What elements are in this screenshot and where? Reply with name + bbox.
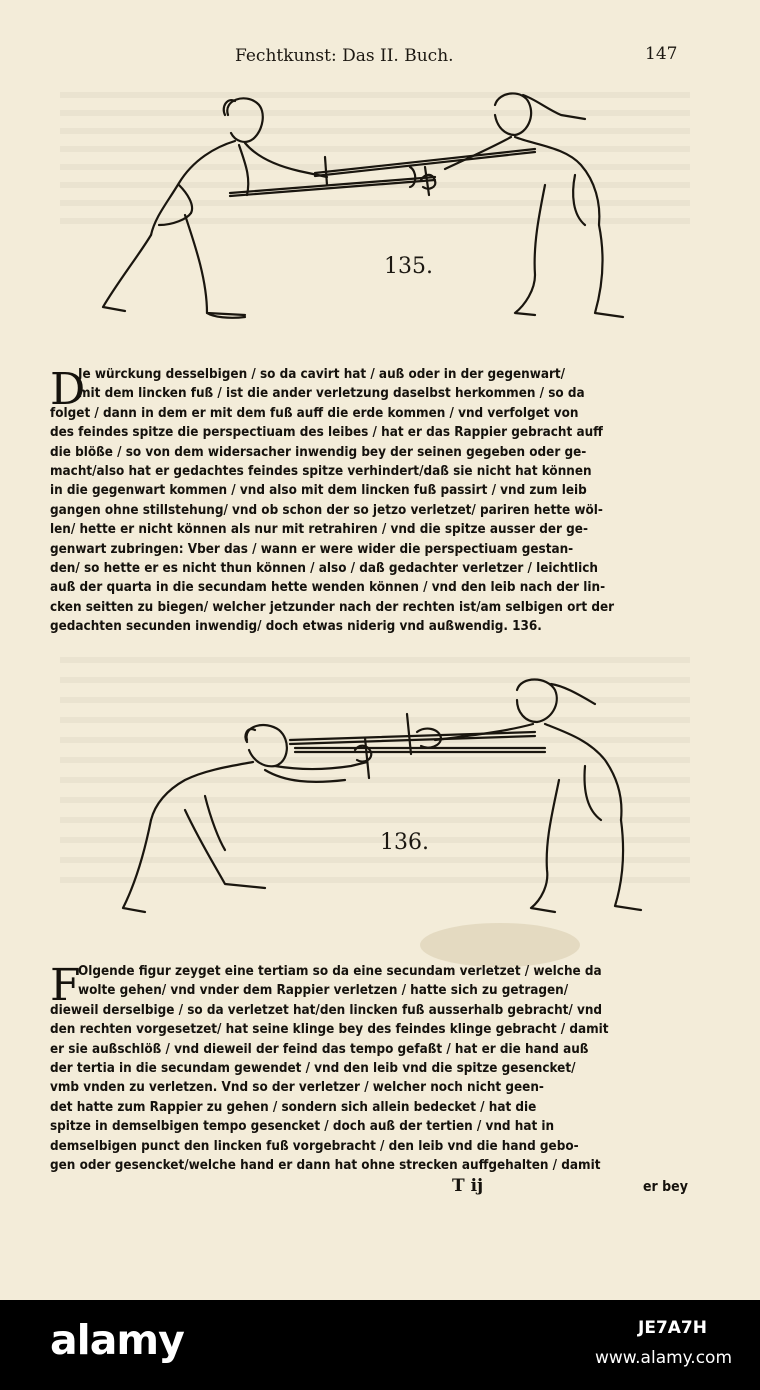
text-line: gen oder gesencket/welche hand er dann hat ohne strecken auffgehalten / damit: [50, 1157, 601, 1173]
text-line: demselbigen punct den lincken fuß vorgebracht / den leib vnd die hand gebo-: [50, 1138, 579, 1154]
image-id: JE7A7H: [638, 1318, 707, 1338]
text-line: der tertia in die secundam gewendet / vnd den leib vnd die spitze gesencket/: [50, 1060, 576, 1076]
text-line: er sie außschlöß / vnd dieweil der feind das tempo gefaßt / hat er die hand auß: [50, 1041, 589, 1057]
running-header: Fechtkunst: Das II. Buch.: [235, 46, 454, 66]
text-line: den rechten vorgesetzet/ hat seine klinge bey des feindes klinge gebracht / damit: [50, 1022, 609, 1038]
right-fencer-illustration: [445, 93, 623, 317]
catchword: er bey: [643, 1179, 688, 1195]
text-line: gangen ohne stillstehung/ vnd ob schon der so jetzo verletzet/ pariren hette wöl-: [50, 502, 603, 518]
text-line: in die gegenwart kommen / vnd also mit dem lincken fuß passirt / vnd zum leib: [50, 483, 587, 499]
text-line: len/ hette er nicht können als nur mit retrahiren / vnd die spitze ausser der ge-: [50, 522, 588, 538]
crossed-rapiers: [230, 149, 535, 196]
text-line: wolte gehen/ vnd vnder dem Rappier verletzen / hatte sich zu getragen/: [78, 983, 569, 999]
figure-number-136: 136.: [380, 830, 429, 855]
text-line: gedachten secunden inwendig/ doch etwas niderig vnd außwendig. 136.: [50, 619, 542, 635]
brand-logo: alamy: [50, 1316, 184, 1364]
text-line: mit dem lincken fuß / ist die ander verletzung daselbst herkommen / so da: [78, 386, 585, 402]
text-line: det hatte zum Rappier zu gehen / sondern sich allein bedecket / hat die: [50, 1099, 537, 1115]
figure-number-135: 135.: [384, 254, 433, 279]
woodcut-figure-136: [115, 670, 655, 930]
paragraph-1: [50, 365, 700, 636]
text-line: folget / dann in dem er mit dem fuß auff die erde kommen / vnd verfolget von: [50, 405, 579, 421]
text-line: dieweil derselbige / so da verletzet hat/den lincken fuß ausserhalb gebracht/ vnd: [50, 1002, 603, 1018]
text-line: cken seitten zu biegen/ welcher jetzunder nach der rechten ist/am selbigen ort der: [50, 599, 615, 615]
text-line: den/ so hette er es nicht thun können / also / daß gedachter verletzer / leichtlich: [50, 560, 599, 576]
text-line: macht/also hat er gedachtes feindes spitze verhindert/daß sie nicht hat können: [50, 463, 592, 479]
left-fencer-illustration: [103, 98, 327, 317]
text-line: vmb vnden zu verletzen. Vnd so der verletzer / welcher noch nicht geen-: [50, 1080, 544, 1096]
woodcut-figure-135: [95, 85, 655, 330]
site-url: www.alamy.com: [595, 1348, 733, 1368]
signature-mark: T ij: [452, 1176, 484, 1196]
page-number: 147: [645, 44, 678, 64]
text-line: genwart zubringen: Vber das / wann er were wider die perspectiuam gestan-: [50, 541, 574, 557]
dropcap-d: D: [50, 364, 86, 415]
text-line: spitze in demselbigen tempo gesencket / doch auß der tertien / vnd hat in: [50, 1119, 555, 1135]
right-fencer-illustration: [435, 680, 641, 913]
text-line: die blöße / so von dem widersacher inwendig bey der seinen gegeben oder ge-: [50, 444, 587, 460]
text-line: Olgende figur zeyget eine tertiam so da eine secundam verletzet / welche da: [78, 964, 602, 979]
paragraph-2: [50, 962, 700, 1175]
text-line: des feindes spitze die perspectiuam des leibes / hat er das Rappier gebracht auff: [50, 425, 603, 441]
dropcap-f: F: [50, 960, 81, 1011]
text-line: Je würckung desselbigen / so da cavirt hat / auß oder in der gegenwart/: [78, 367, 566, 382]
text-line: auß der quarta in die secundam hette wenden können / vnd den leib nach der lin-: [50, 580, 606, 596]
